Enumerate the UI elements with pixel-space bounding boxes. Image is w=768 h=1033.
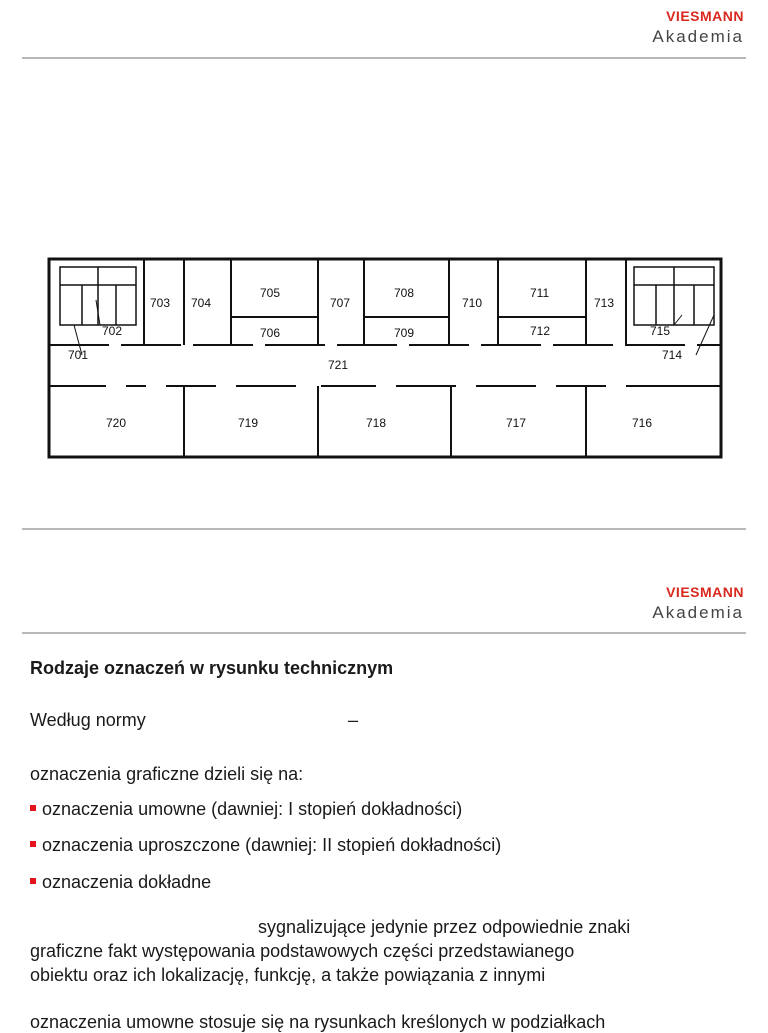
room-label-706: 706	[260, 326, 281, 340]
section-title: Rodzaje oznaczeń w rysunku technicznym	[30, 658, 394, 678]
room-label-710: 710	[462, 296, 483, 310]
bullet-square-icon	[30, 878, 36, 884]
para-line-1: sygnalizujące jedynie przez odpowiednie znaki	[258, 917, 631, 937]
para-line-2: graficzne fakt występowania podstawowych części przedstawianego	[30, 941, 575, 961]
room-label-716: 716	[632, 416, 653, 430]
header-divider-second	[22, 632, 746, 634]
bullet-text: oznaczenia dokładne	[42, 872, 212, 892]
floor-plan-drawing	[46, 255, 726, 461]
room-label-705: 705	[260, 286, 281, 300]
definition-paragraph	[30, 915, 730, 987]
para-line-3: obiektu oraz ich lokalizację, funkcję, a także powiązania z innymi	[30, 965, 546, 985]
bullet-text: oznaczenia umowne (dawniej: I stopień dokładności)	[42, 799, 463, 819]
bullet-square-icon	[30, 805, 36, 811]
bullet-item	[30, 835, 501, 856]
logo-subtitle: Akademia	[652, 27, 744, 46]
room-label-714: 714	[662, 348, 683, 362]
room-label-704: 704	[191, 296, 212, 310]
room-label-712: 712	[530, 324, 551, 338]
logo-brand: VIESMANN	[666, 8, 744, 24]
intro-text: oznaczenia graficzne dzieli się na:	[30, 764, 304, 784]
bullet-item	[30, 799, 462, 820]
viessmann-logo-top	[652, 8, 744, 46]
room-label-701: 701	[68, 348, 89, 362]
room-label-720: 720	[106, 416, 127, 430]
room-label-711: 711	[530, 286, 550, 300]
logo-subtitle: Akademia	[652, 603, 744, 622]
norm-prefix: Według normy	[30, 710, 146, 730]
cut-off-line: oznaczenia umowne stosuje się na rysunkach kreślonych w podziałkach	[30, 1012, 606, 1032]
room-label-721: 721	[328, 358, 349, 372]
norm-line	[30, 710, 740, 731]
room-label-717: 717	[506, 416, 527, 430]
room-label-715: 715	[650, 324, 671, 338]
bullet-item	[30, 872, 211, 893]
room-labels	[68, 286, 682, 430]
section-divider	[22, 528, 746, 530]
room-label-708: 708	[394, 286, 415, 300]
bullet-square-icon	[30, 841, 36, 847]
header-divider	[22, 57, 746, 59]
viessmann-logo-second	[652, 584, 744, 622]
norm-dash: –	[348, 710, 359, 730]
logo-brand: VIESMANN	[666, 584, 744, 600]
bullet-text: oznaczenia uproszczone (dawniej: II stopień dokładności)	[42, 835, 502, 855]
room-label-707: 707	[330, 296, 351, 310]
room-label-718: 718	[366, 416, 387, 430]
room-label-709: 709	[394, 326, 415, 340]
room-label-703: 703	[150, 296, 171, 310]
room-label-713: 713	[594, 296, 615, 310]
room-label-719: 719	[238, 416, 259, 430]
room-label-702: 702	[102, 324, 123, 338]
